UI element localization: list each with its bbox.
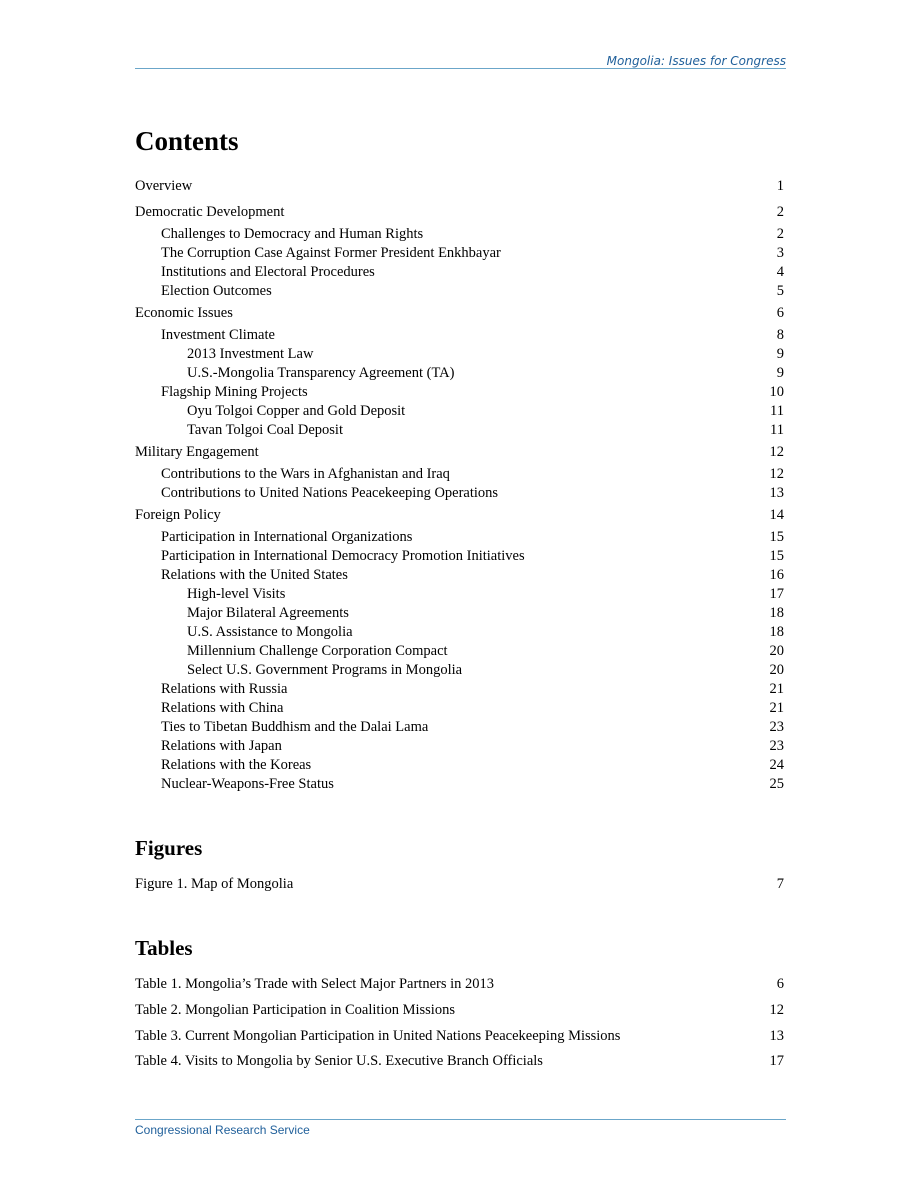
toc-entry-page: 18 bbox=[769, 624, 784, 640]
toc-entry[interactable] bbox=[135, 383, 784, 402]
toc-entry[interactable] bbox=[135, 699, 784, 718]
toc-entry-page: 16 bbox=[769, 567, 784, 583]
toc-entry[interactable] bbox=[135, 718, 784, 737]
toc-entry[interactable] bbox=[135, 661, 784, 680]
toc-entry[interactable] bbox=[135, 737, 784, 756]
toc-entry[interactable] bbox=[135, 484, 784, 503]
toc-entry[interactable] bbox=[135, 642, 784, 661]
toc-entry-page: 25 bbox=[769, 776, 784, 792]
toc-entry-page: 5 bbox=[776, 283, 784, 299]
toc-entry[interactable] bbox=[135, 203, 784, 222]
toc-entry-table[interactable] bbox=[135, 1001, 784, 1020]
toc-entry-label: Relations with the Koreas bbox=[161, 757, 312, 773]
toc-entry[interactable] bbox=[135, 506, 784, 525]
toc-entry-page: 12 bbox=[769, 466, 784, 482]
toc-entry[interactable] bbox=[135, 402, 784, 421]
toc-entry-page: 12 bbox=[769, 1002, 784, 1018]
toc-entry-page: 20 bbox=[769, 643, 784, 659]
toc-entry[interactable] bbox=[135, 304, 784, 323]
toc-entry-page: 7 bbox=[776, 876, 784, 892]
toc-entry-label: Table 4. Visits to Mongolia by Senior U.S. Executive Branch Officials bbox=[135, 1053, 543, 1069]
toc-entry-label: The Corruption Case Against Former President Enkhbayar bbox=[161, 245, 501, 261]
toc-entry-label: 2013 Investment Law bbox=[187, 346, 314, 362]
toc-entry-label: Flagship Mining Projects bbox=[161, 384, 308, 400]
toc-entry-page: 23 bbox=[769, 738, 784, 754]
toc-entry-label: Democratic Development bbox=[135, 204, 285, 220]
toc-entry[interactable] bbox=[135, 623, 784, 642]
toc-entry[interactable] bbox=[135, 244, 784, 263]
toc-entry[interactable] bbox=[135, 528, 784, 547]
toc-entry-figure[interactable] bbox=[135, 875, 784, 894]
toc-entry[interactable] bbox=[135, 566, 784, 585]
toc-entry-page: 10 bbox=[769, 384, 784, 400]
toc-entry-label: Table 3. Current Mongolian Participation in United Nations Peacekeeping Missions bbox=[135, 1028, 621, 1044]
toc-entry-label: Election Outcomes bbox=[161, 283, 272, 299]
toc-entry-page: 12 bbox=[769, 444, 784, 460]
toc-entry-label: Table 1. Mongolia’s Trade with Select Major Partners in 2013 bbox=[135, 976, 495, 992]
toc-entry-page: 21 bbox=[769, 681, 784, 697]
toc-entry[interactable] bbox=[135, 263, 784, 282]
toc-entry-label: Contributions to the Wars in Afghanistan and Iraq bbox=[161, 466, 450, 482]
toc-entry-page: 17 bbox=[769, 586, 784, 602]
toc-entry[interactable] bbox=[135, 585, 784, 604]
toc-entry-label: Table 2. Mongolian Participation in Coalition Missions bbox=[135, 1002, 455, 1018]
toc-entry[interactable] bbox=[135, 443, 784, 462]
toc-entry-page: 11 bbox=[770, 403, 784, 419]
toc-entry[interactable] bbox=[135, 345, 784, 364]
toc-entry-label: Major Bilateral Agreements bbox=[187, 605, 349, 621]
toc-entry-page: 14 bbox=[769, 507, 784, 523]
toc-entry-page: 2 bbox=[776, 226, 784, 242]
toc-entry-label: Institutions and Electoral Procedures bbox=[161, 264, 375, 280]
footer-rule bbox=[135, 1119, 786, 1120]
toc-entry-label: Foreign Policy bbox=[135, 507, 221, 523]
toc-entry-page: 2 bbox=[776, 204, 784, 220]
toc-entry-page: 9 bbox=[776, 365, 784, 381]
toc-entry[interactable] bbox=[135, 604, 784, 623]
toc-entry-label: Select U.S. Government Programs in Mongolia bbox=[187, 662, 463, 678]
toc-entry-label: Economic Issues bbox=[135, 305, 233, 321]
toc-entry-label: Oyu Tolgoi Copper and Gold Deposit bbox=[187, 403, 406, 419]
toc-entry[interactable] bbox=[135, 465, 784, 484]
toc-entry-page: 24 bbox=[769, 757, 784, 773]
toc-entry-label: Contributions to United Nations Peacekeeping Operations bbox=[161, 485, 499, 501]
toc-entry[interactable] bbox=[135, 421, 784, 440]
toc-entry-label: Participation in International Organizations bbox=[161, 529, 413, 545]
toc-entry-table[interactable] bbox=[135, 975, 784, 994]
toc-entry-page: 17 bbox=[769, 1053, 784, 1069]
toc-entry-page: 6 bbox=[776, 305, 784, 321]
toc-entry-label: Figure 1. Map of Mongolia bbox=[135, 876, 294, 892]
toc-entry-page: 1 bbox=[776, 178, 784, 194]
toc-entry-label: Military Engagement bbox=[135, 444, 259, 460]
tables-heading: Tables bbox=[135, 936, 193, 960]
toc-entry-page: 3 bbox=[776, 245, 784, 261]
toc-entry-page: 20 bbox=[769, 662, 784, 678]
header-rule bbox=[135, 68, 786, 69]
toc-entry-label: Relations with China bbox=[161, 700, 284, 716]
toc-entry[interactable] bbox=[135, 326, 784, 345]
toc-entry-label: Nuclear-Weapons-Free Status bbox=[161, 776, 334, 792]
toc-entry-page: 21 bbox=[769, 700, 784, 716]
toc-entry-page: 13 bbox=[769, 485, 784, 501]
toc-entry[interactable] bbox=[135, 364, 784, 383]
toc-entry-label: U.S. Assistance to Mongolia bbox=[187, 624, 353, 640]
toc-entry[interactable] bbox=[135, 177, 784, 196]
toc-entry-page: 23 bbox=[769, 719, 784, 735]
toc-entry-label: U.S.-Mongolia Transparency Agreement (TA) bbox=[187, 365, 455, 381]
toc-entry[interactable] bbox=[135, 775, 784, 794]
toc-entry-page: 13 bbox=[769, 1028, 784, 1044]
toc-entry[interactable] bbox=[135, 282, 784, 301]
toc-entry-label: Overview bbox=[135, 178, 193, 194]
running-header-title: Mongolia: Issues for Congress bbox=[606, 54, 786, 68]
toc-entry-page: 6 bbox=[776, 976, 784, 992]
toc-entry[interactable] bbox=[135, 756, 784, 775]
toc-entry-page: 15 bbox=[769, 529, 784, 545]
toc-entry-label: Ties to Tibetan Buddhism and the Dalai Lama bbox=[161, 719, 429, 735]
toc-entry-label: Relations with Japan bbox=[161, 738, 282, 754]
toc-entry-label: Relations with the United States bbox=[161, 567, 348, 583]
toc-entry[interactable] bbox=[135, 547, 784, 566]
toc-entry[interactable] bbox=[135, 680, 784, 699]
toc-entry-label: High-level Visits bbox=[187, 586, 286, 602]
toc-entry-label: Participation in International Democracy Promotion Initiatives bbox=[161, 548, 525, 564]
toc-entry-label: Tavan Tolgoi Coal Deposit bbox=[187, 422, 343, 438]
toc-entry-page: 11 bbox=[770, 422, 784, 438]
footer-publisher: Congressional Research Service bbox=[135, 1123, 310, 1137]
toc-entry-page: 4 bbox=[776, 264, 784, 280]
toc-entry-label: Challenges to Democracy and Human Rights bbox=[161, 226, 424, 242]
toc-entry-label: Relations with Russia bbox=[161, 681, 288, 697]
toc-entry-page: 9 bbox=[776, 346, 784, 362]
toc-entry-label: Investment Climate bbox=[161, 327, 275, 343]
toc-entry[interactable] bbox=[135, 225, 784, 244]
toc-entry-page: 18 bbox=[769, 605, 784, 621]
toc-entry-label: Millennium Challenge Corporation Compact bbox=[187, 643, 448, 659]
toc-entry-page: 15 bbox=[769, 548, 784, 564]
toc-entry-table[interactable] bbox=[135, 1052, 784, 1071]
toc-entry-table[interactable] bbox=[135, 1027, 784, 1046]
toc-entry-page: 8 bbox=[776, 327, 784, 343]
figures-heading: Figures bbox=[135, 836, 203, 860]
contents-heading: Contents bbox=[135, 126, 239, 156]
